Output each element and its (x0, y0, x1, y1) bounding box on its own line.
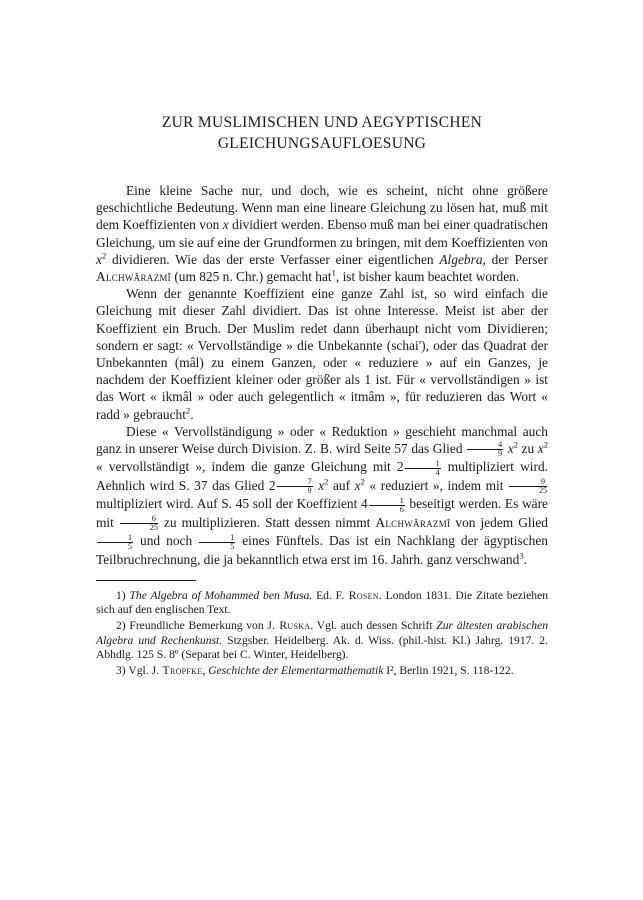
article-title (96, 112, 548, 154)
footnote-ref-1[interactable]: 1 (331, 267, 336, 278)
fraction: $\frac{1}{5}$ (97, 534, 133, 551)
fraction: $\frac{1}{6}$ (369, 497, 405, 514)
fraction: $\frac{6}{25}$ (120, 515, 158, 532)
algebra-term: Algebra, (439, 251, 486, 267)
paragraph-1: Eine kleine Sache nur, und doch, wie es scheint, nicht ohne größere geschichtliche Bedeutung. Wenn man eine lineare Gleichung zu lösen hat, muß mit dem Koeffizienten von x dividiert werden. Ebenso muß man bei einer quadratischen Gleichung, um sie auf eine der Grundformen zu bringen, mit dem Koeffizienten von $x^2$ dividieren. Wie das der erste Verfasser einer eigentlichen Algebra, der Perser Alchwârazmî (um 825 n. Chr.) gemacht hat$^1$, ist bisher kaum beachtet worden. (96, 183, 548, 285)
fraction: $\frac{1}{5}$ (199, 534, 235, 551)
title-line-2: GLEICHUNGSAUFLOESUNG (217, 135, 427, 152)
page (96, 112, 548, 679)
footnote-divider (96, 580, 196, 581)
footnote-3: 3) Vgl. J. Tropfke, Geschichte der Elementarmathematik I², Berlin 1921, S. 118-122. (116, 663, 514, 677)
footnote-ref-3[interactable]: 3 (519, 550, 524, 561)
fraction: $\frac{1}{4}$ (405, 460, 441, 477)
paragraph-3: Diese « Vervollständigung » oder « Reduktion » geschieht manchmal auch ganz in unserer Weise durch Division. Z. B. wird Seite 57 das Glied $\frac{4}{9}$ $x^2$ zu $x^2$ « vervollständigt », indem die ganze Gleichung mit 2 $\frac{1}{4}$ multipliziert wird. Aehnlich wird S. 37 das Glied 2 $\frac{7}{9}$ $x^2$ auf $x^2$ « reduziert », indem mit $\frac{9}{25}$ multipliziert wird. Auf S. 45 soll der Koeffizient 4 $\frac{1}{6}$ beseitigt werden. Es wäre mit $\frac{6}{25}$ zu multiplizieren. Statt dessen nimmt Alchwârazmî von jedem Glied $\frac{1}{5}$ und noch $\frac{1}{5}$ eines Fünftels. Das ist ein Nachklang der ägyptischen Teilbruchrechnung, die ja bekanntlich etwa erst im 16. Jahrh. ganz verschwand$^3$. (96, 423, 548, 567)
title-line-1: ZUR MUSLIMISCHEN UND AEGYPTISCHEN (161, 114, 483, 131)
paragraph-2: Wenn der genannte Koeffizient eine ganze Zahl ist, so wird einfach die Gleichung mit dieser Zahl dividiert. Das ist ohne Interesse. Meist ist aber der Koeffizient ein Bruch. Der Muslim redet dann überhaupt nicht vom Dividieren; sondern er sagt: « Vervollständige » die Unbekannte (schai'), oder das Quadrat der Unbekannten (mâl) zu einem Ganzen, oder « reduziere » auf ein Ganzes, je nachdem der Koeffizient kleiner oder größer als 1 ist. Für « vervollständigen » ist das Wort « ikmâl » oder auch gelegentlich « itmâm », für reduzieren das Wort « radd » gebraucht$^2$. (96, 286, 548, 422)
author-name: Alchwârazmî (96, 269, 171, 285)
fraction: $\frac{4}{9}$ (467, 441, 503, 458)
footnote-ref-2[interactable]: 2 (185, 405, 191, 416)
fraction: $\frac{9}{25}$ (509, 478, 547, 495)
fraction: $\frac{7}{9}$ (277, 478, 313, 495)
footnote-1: 1) The Algebra of Mohammed ben Musa. Ed. F. Rosen. London 1831. Die Zitate beziehen sich auf den englischen Text. (96, 588, 549, 617)
footnote-2: 2) Freundliche Bemerkung von J. Ruska. Vgl. auch dessen Schrift Zur ältesten arabischen Algebra und Rechenkunst. Stzgsber. Heidelberg. Ak. d. Wiss. (phil.-hist. Kl.) Jahrg. 1917. 2. Abhdlg. 125 S. 8º (Separat bei C. Winter, Heidelberg). (96, 618, 549, 662)
author-name: Alchwârazmî (375, 514, 451, 530)
